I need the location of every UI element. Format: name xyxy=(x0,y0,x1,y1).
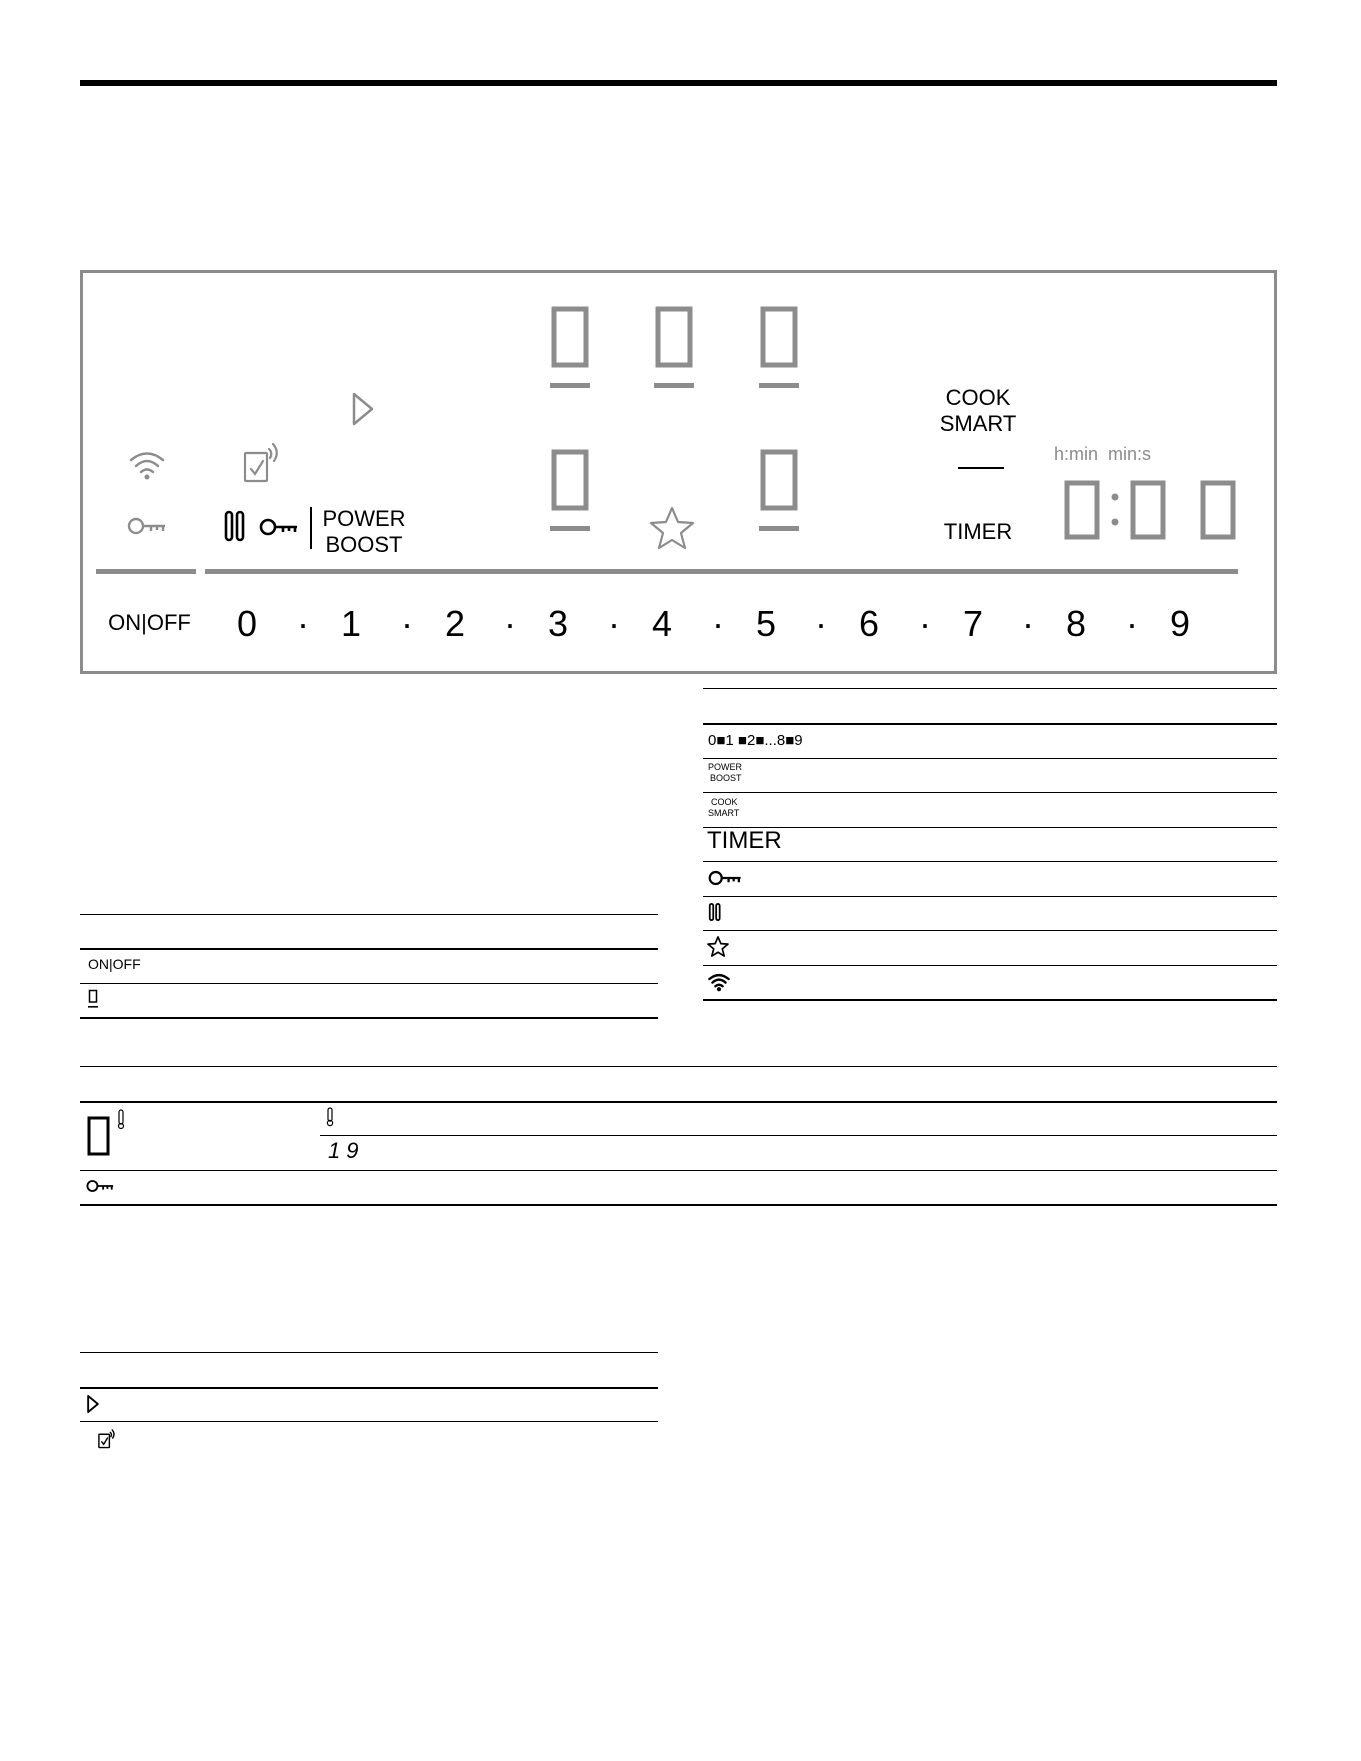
cook-smart-symbol xyxy=(708,797,739,819)
scale-separator: · xyxy=(1022,603,1034,644)
cook-smart-symbol-line-2: SMART xyxy=(708,808,740,818)
segment-digit-4 xyxy=(550,448,590,540)
power-level-4[interactable]: 4 xyxy=(651,603,673,644)
remote-start-icon xyxy=(97,1428,117,1450)
key-icon[interactable] xyxy=(127,515,169,537)
power-level-0[interactable]: 0 xyxy=(236,603,258,644)
scale-separator: · xyxy=(1126,603,1138,644)
segment-digit-1 xyxy=(550,305,590,397)
power-boost-line-1: POWER xyxy=(322,506,406,531)
power-boost-line-2: BOOST xyxy=(325,532,403,557)
power-slider-bar[interactable] xyxy=(205,569,1238,574)
cook-smart-button[interactable] xyxy=(933,385,1023,437)
cook-smart-symbol-line-1: COOK xyxy=(711,797,738,807)
segment-digit-5 xyxy=(759,448,799,540)
scale-separator: · xyxy=(919,603,931,644)
segment-zero-icon xyxy=(88,989,98,1009)
play-icon xyxy=(86,1394,100,1414)
power-level-6[interactable]: 6 xyxy=(858,603,880,644)
cook-smart-timer-divider xyxy=(958,467,1004,469)
segment-digit-2 xyxy=(654,305,694,397)
power-level-1[interactable]: 1 xyxy=(340,603,362,644)
key-icon[interactable] xyxy=(259,516,301,538)
onoff-symbol: ON|OFF xyxy=(88,956,141,972)
onoff-bar xyxy=(96,569,196,574)
timer-display xyxy=(1063,479,1243,543)
cook-smart-line-1: COOK xyxy=(945,385,1011,410)
time-units-label: h:min min:s xyxy=(1054,444,1152,464)
scale-separator: · xyxy=(712,603,724,644)
header-rule xyxy=(80,80,1277,86)
power-boost-symbol xyxy=(708,762,742,784)
scale-separator: · xyxy=(608,603,620,644)
cook-smart-line-2: SMART xyxy=(939,411,1017,436)
power-boost-button[interactable] xyxy=(319,506,409,558)
control-panel xyxy=(80,270,1277,674)
power-boost-divider xyxy=(310,507,312,549)
scale-separator: · xyxy=(504,603,516,644)
power-level-2[interactable]: 2 xyxy=(444,603,466,644)
segment-digit-3 xyxy=(759,305,799,397)
power-boost-symbol-line-2: BOOST xyxy=(710,773,742,783)
power-level-3[interactable]: 3 xyxy=(547,603,569,644)
power-level-9[interactable]: 9 xyxy=(1169,603,1191,644)
remote-start-icon[interactable] xyxy=(241,441,283,485)
key-icon xyxy=(708,868,744,888)
residual-19-symbol: 19 xyxy=(328,1138,365,1163)
power-levels-symbol: 0■1 ■2■...8■9 xyxy=(708,732,803,749)
power-level-8[interactable]: 8 xyxy=(1065,603,1087,644)
star-icon xyxy=(707,936,729,957)
residual-heat-zero-icon xyxy=(86,1108,128,1158)
key-icon xyxy=(86,1178,116,1194)
pause-icon xyxy=(708,902,722,922)
timer-symbol: TIMER xyxy=(707,827,782,854)
play-icon[interactable] xyxy=(350,391,376,427)
star-icon[interactable] xyxy=(649,506,695,550)
timer-button[interactable]: TIMER xyxy=(943,519,1013,544)
pause-icon[interactable] xyxy=(223,510,247,542)
power-boost-symbol-line-1: POWER xyxy=(708,762,743,772)
scale-separator: · xyxy=(401,603,413,644)
thermometer-icon xyxy=(325,1107,335,1127)
scale-separator: · xyxy=(815,603,827,644)
scale-separator: · xyxy=(297,603,309,644)
power-level-5[interactable]: 5 xyxy=(755,603,777,644)
wifi-icon xyxy=(127,449,167,481)
on-off-button[interactable]: ON|OFF xyxy=(108,610,191,635)
power-level-7[interactable]: 7 xyxy=(962,603,984,644)
wifi-icon xyxy=(707,972,731,992)
